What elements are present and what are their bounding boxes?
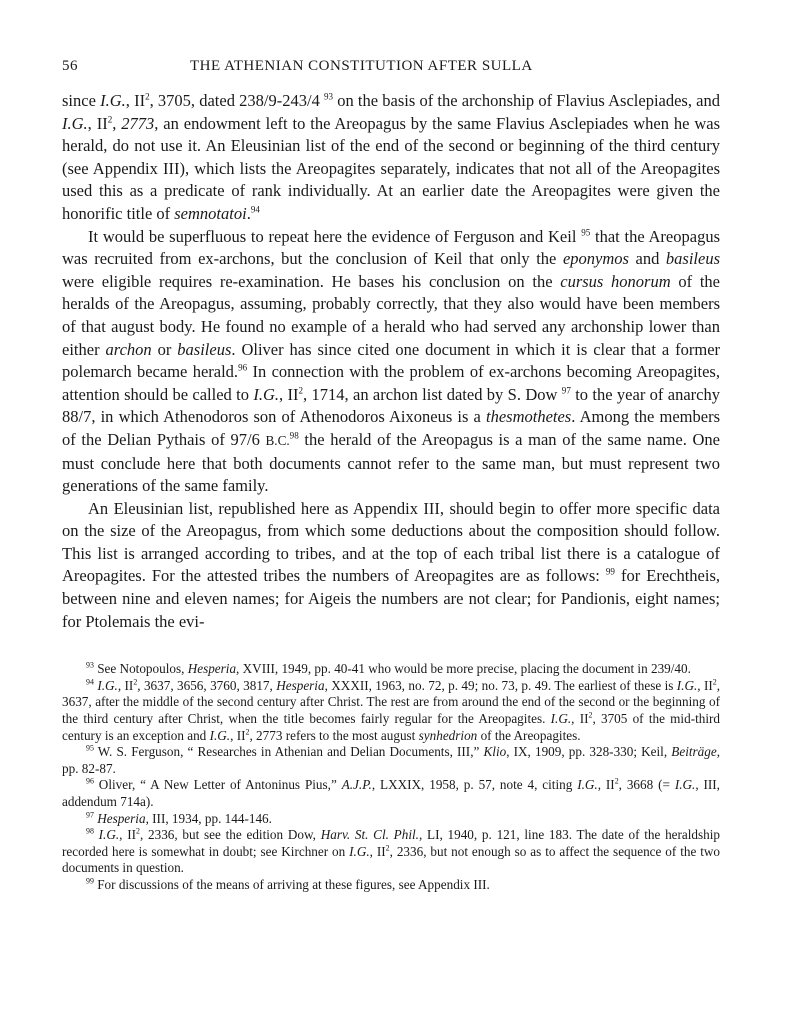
text-run: , II — [597, 777, 615, 793]
footnote-number: 93 — [86, 660, 94, 670]
text-run: , III, 1934, pp. 144-146. — [145, 810, 272, 826]
term-italic: synhedrion — [418, 727, 478, 743]
text-run: , 3668 (= — [618, 777, 675, 793]
paragraph-2 — [62, 226, 720, 498]
footnote-98 — [62, 827, 720, 877]
text-run: , LXXIX, 1958, p. 57, note 4, citing — [371, 777, 578, 793]
text-run: , LI, 1940, p. 121, line 183. The date of the heraldship recorded here is somewhat in doubt; see Kirchner on — [62, 827, 721, 859]
term-italic: basileus — [665, 249, 720, 269]
footnote-ref-99[interactable]: 99 — [605, 566, 615, 577]
journal-italic: A.J.P. — [341, 777, 372, 793]
citation-italic: I.G. — [676, 677, 698, 693]
text-run: , XXXII, 1963, no. 72, p. 49; no. 73, p. 49. The earliest of these is — [324, 677, 677, 693]
footnote-ref-95[interactable]: 95 — [581, 227, 591, 238]
page-number: 56 — [62, 58, 78, 74]
edition-superscript: 2 — [107, 114, 113, 125]
text-run: and — [628, 249, 666, 269]
text-run: , 2336, but see the edition Dow, — [139, 827, 321, 843]
text-run: W. S. Ferguson, “ Researches in Athenian and Delian Documents, III,” — [93, 744, 484, 760]
citation-italic: I.G. — [100, 91, 126, 110]
footnote-number: 95 — [86, 743, 94, 753]
text-run: , IX, 1909, pp. 328-330; Keil, — [506, 744, 672, 760]
citation-italic: I.G. — [253, 384, 280, 404]
citation-italic: I.G. — [209, 727, 231, 743]
footnote-ref-93[interactable]: 93 — [324, 91, 334, 102]
footnote-number: 97 — [86, 810, 94, 820]
term-italic: thesmothetes — [486, 407, 572, 427]
running-title: THE ATHENIAN CONSTITUTION AFTER SULLA — [190, 58, 533, 74]
term-italic: basileus — [177, 339, 232, 359]
text-run: For discussions of the means of arriving at these figures, see Appendix III. — [93, 876, 490, 892]
footnote-97 — [62, 811, 720, 828]
journal-italic: Hesperia — [276, 677, 325, 693]
footnote-number: 99 — [86, 876, 94, 886]
footnote-ref-96[interactable]: 96 — [238, 362, 248, 373]
footnote-ref-97[interactable]: 97 — [561, 385, 571, 396]
edition-superscript: 2 — [588, 710, 593, 720]
text-run: , II — [125, 91, 146, 110]
term-italic: cursus honorum — [560, 271, 671, 291]
text-run: the herald of the Areopagus is a man of the same name. One must conclude here that both documents cannot refer to the same man, but must represent two generations of the same family. — [62, 429, 720, 496]
text-run: . Among the members of the Delian Pythais of 97/6 — [62, 407, 721, 449]
footnote-95 — [62, 744, 720, 777]
text-run: , — [112, 113, 122, 133]
edition-superscript: 2 — [136, 826, 140, 836]
text-run: of the heralds of the Areopagus, assuming, probably correctly, that they also would have been members of that august body. He found no example of a herald who had served any archonship lower than either — [62, 271, 720, 359]
citation-italic: I.G. — [97, 677, 118, 693]
paragraph-3 — [62, 498, 720, 634]
text-run: . — [246, 203, 251, 223]
citation-italic: I.G. — [550, 711, 572, 727]
text-run: It would be superfluous to repeat here the evidence of Ferguson and Keil — [88, 226, 582, 246]
text-run: , II — [117, 677, 134, 693]
citation-italic: I.G. — [577, 777, 598, 793]
citation-italic: I.G. — [62, 113, 88, 133]
citation-italic: 2773 — [121, 113, 155, 133]
text-run: to the year of anarchy 88/7, in which Athenodoros son of Athenodoros Aixoneus is a — [62, 384, 720, 427]
edition-superscript: 2 — [133, 677, 138, 687]
term-italic: eponymos — [562, 249, 629, 269]
text-run: , 3637, 3656, 3760, 3817, — [137, 677, 277, 693]
text-run: , III, addendum 714a). — [62, 777, 720, 809]
journal-italic: Hesperia — [187, 661, 237, 677]
text-run: An Eleusinian list, republished here as Appendix III, should begin to offer more specific data on the size of the Areopagus, from which some deductions about the composition should follow. This list is arranged according to tribes, and at the top of each tribal list there is a catalogue of Areopagites. For the attested tribes the numbers of Areopagites are as follows: — [62, 498, 720, 586]
text-run: , II — [230, 727, 246, 743]
text-run: , 3705 of the mid-third century is an exception and — [62, 711, 720, 743]
edition-superscript: 2 — [245, 727, 250, 737]
edition-superscript: 2 — [298, 385, 304, 396]
text-run: , 3705, dated 238/9-243/4 — [149, 91, 324, 110]
footnote-99 — [62, 877, 720, 894]
edition-superscript: 2 — [614, 777, 619, 787]
text-run: , II — [571, 711, 589, 727]
footnote-94 — [62, 678, 720, 744]
era-small-caps: B.C. — [265, 432, 290, 448]
term-italic: semnotatoi — [174, 203, 247, 223]
footnote-96 — [62, 777, 720, 810]
text-run: , II — [697, 677, 713, 693]
text-run: were eligible requires re-examination. He bases his conclusion on the — [62, 271, 561, 291]
text-run: , II — [369, 843, 386, 859]
text-run: that the Areopagus was recruited from ex-archons, but the conclusion of Keil that only the — [62, 226, 720, 269]
text-run: Oliver, “ A New Letter of Antoninus Pius,” — [93, 777, 342, 793]
text-run: , XVIII, 1949, pp. 40-41 who would be more precise, placing the document in 239/40. — [236, 661, 691, 677]
text-run: or — [151, 339, 178, 359]
text-run: , an endowment left to the Areopagus by the same Flavius Asclepiades when he was herald, do not use it. An Eleusinian list of the end of the second or beginning of the third century (see Appendix III), which lists the Areopagites separately, indicates that not all of the Areopagites used this as a predicate of rank individually. At an earlier date the Areopagites were given the honorific title of — [62, 113, 720, 223]
edition-superscript: 2 — [385, 843, 390, 853]
journal-italic: Harv. St. Cl. Phil. — [320, 827, 419, 843]
citation-italic: I.G. — [98, 827, 120, 843]
footnote-ref-94[interactable]: 94 — [250, 204, 260, 215]
footnote-ref-98[interactable]: 98 — [289, 430, 299, 441]
text-run: of the Areopagites. — [477, 727, 581, 743]
text-run: , II — [279, 384, 299, 404]
text-run: since — [62, 91, 101, 110]
book-italic: Beiträge — [671, 744, 717, 760]
body-text — [62, 90, 720, 633]
footnote-number: 98 — [86, 826, 94, 836]
text-run: , 1714, an archon list dated by S. Dow — [303, 384, 562, 404]
text-run: , 2336, but not enough so as to affect the sequence of the two documents in question. — [62, 843, 720, 876]
text-run: , II — [119, 827, 137, 843]
paragraph-1 — [62, 90, 720, 226]
edition-superscript: 2 — [145, 91, 150, 102]
running-head — [62, 54, 720, 78]
citation-italic: I.G. — [674, 777, 696, 793]
footnote-number: 96 — [86, 777, 94, 787]
text-run: for Erechtheis, between nine and eleven names; for Aigeis the numbers are not clear; for Pandionis, eight names; for Ptolemais the evi- — [62, 566, 721, 631]
text-run: , pp. 82-87. — [62, 744, 720, 776]
text-run: See Notopoulos, — [93, 661, 188, 677]
journal-italic: Klio — [483, 744, 507, 760]
term-italic: archon — [105, 339, 152, 359]
journal-italic: Hesperia — [97, 810, 146, 826]
citation-italic: I.G. — [349, 843, 370, 859]
text-run: . Oliver has since cited one document in which it is clear that a former polemarch became herald. — [62, 339, 721, 382]
edition-superscript: 2 — [712, 677, 717, 687]
text-run: In connection with the problem of ex-archons becoming Areopagites, attention should be called to — [62, 362, 720, 404]
footnote-93 — [62, 661, 720, 678]
text-run: , II — [87, 113, 108, 133]
text-run: , 3637, after the middle of the second century after Christ. The rest are from around the end of the second or the beginning of the third century after Christ, when the title becomes fairly regular for the Areopagites. — [62, 677, 721, 727]
text-run: , 2773 refers to the most august — [249, 727, 419, 743]
footnote-number: 94 — [86, 677, 94, 687]
text-run: on the basis of the archonship of Flavius Asclepiades, and — [333, 91, 720, 110]
footnotes — [62, 661, 720, 893]
page — [62, 54, 720, 894]
